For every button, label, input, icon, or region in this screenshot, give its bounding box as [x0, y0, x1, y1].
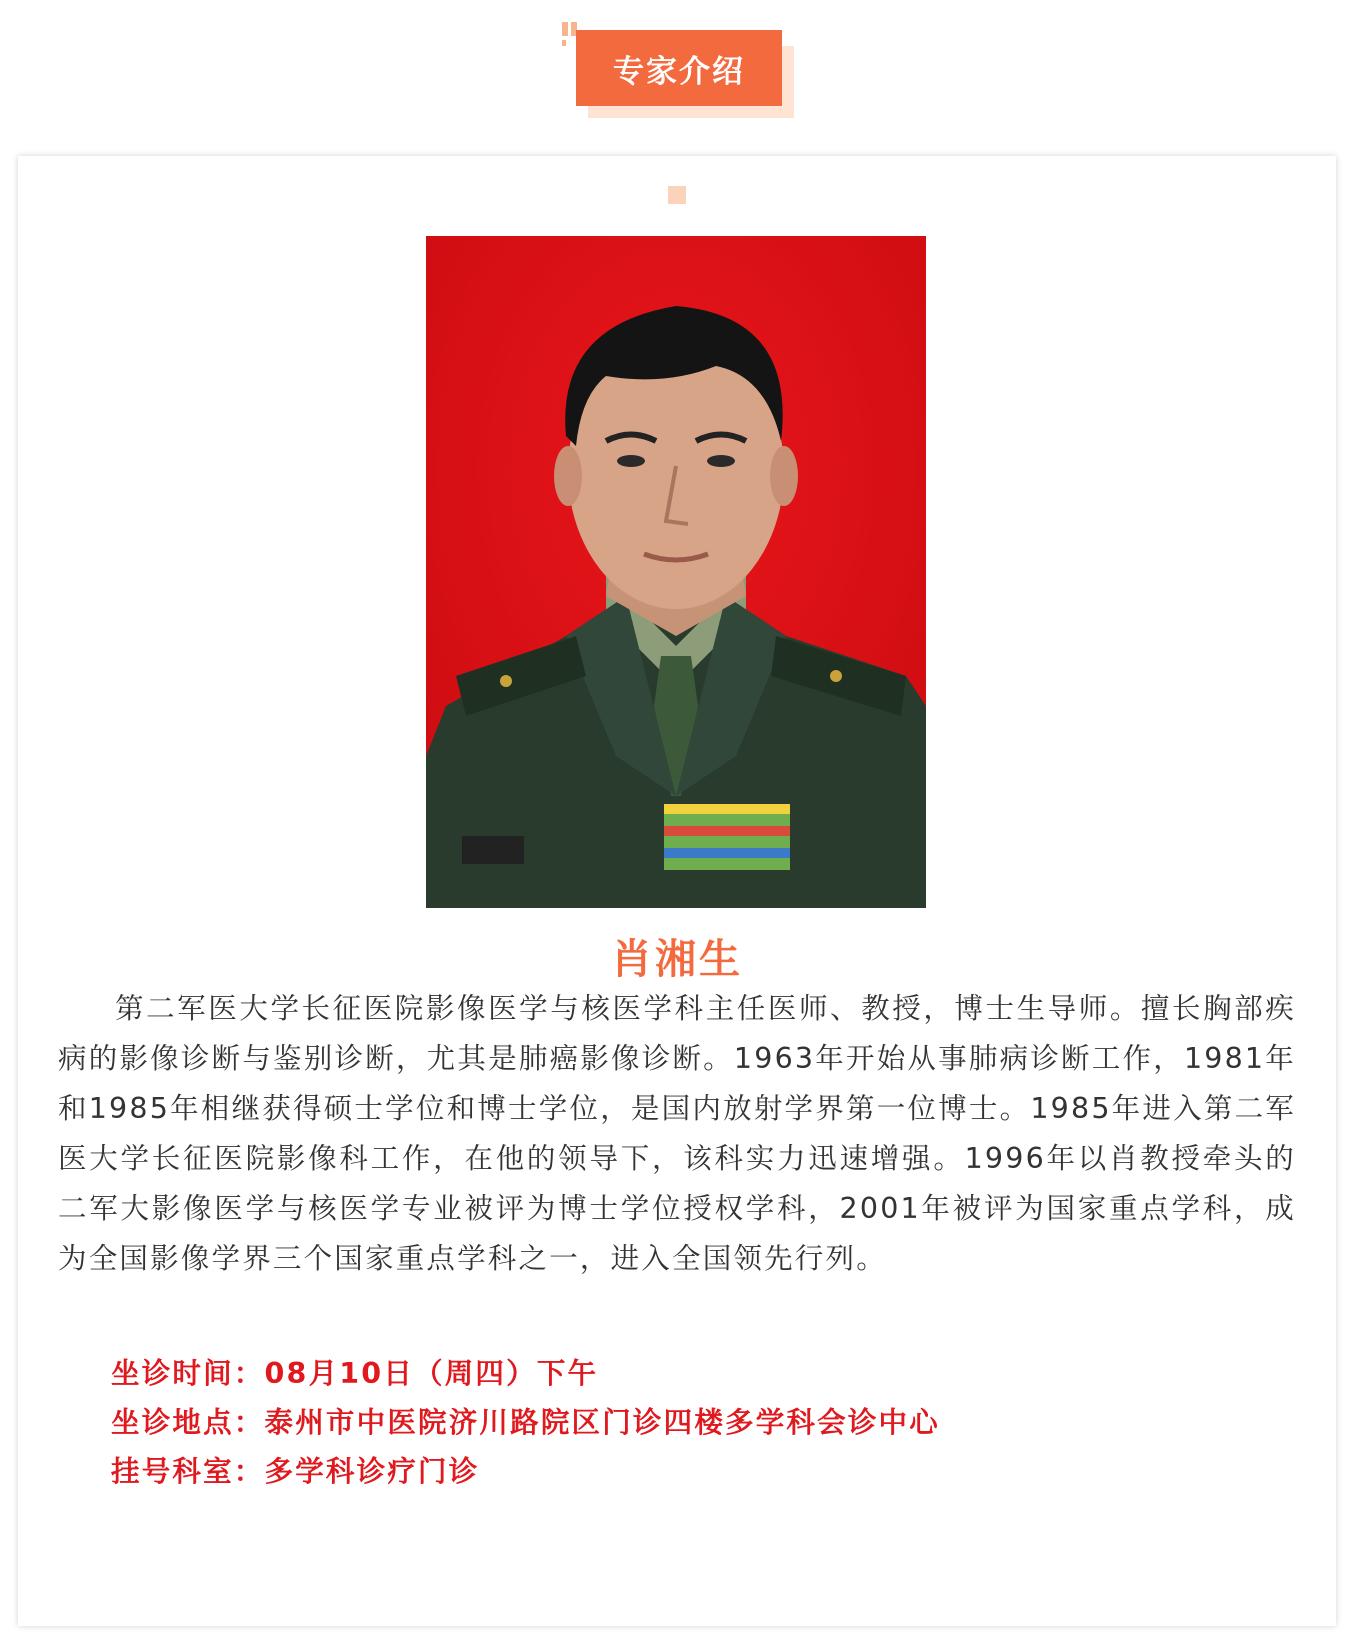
clinic-place-label: 坐诊地点：	[111, 1406, 265, 1439]
clinic-dept-label: 挂号科室：	[111, 1455, 265, 1488]
clinic-time-row	[111, 1351, 598, 1392]
clinic-dept-value: 多学科诊疗门诊	[264, 1455, 480, 1488]
clinic-time-value: 08月10日（周四）下午	[264, 1357, 599, 1390]
clinic-place-value: 泰州市中医院济川路院区门诊四楼多学科会诊中心	[264, 1406, 940, 1439]
expert-photo	[426, 236, 926, 908]
expert-name: 肖湘生	[611, 935, 743, 983]
clinic-place-row	[111, 1400, 940, 1441]
decorative-square	[668, 186, 686, 204]
clinic-dept-row	[111, 1449, 479, 1490]
section-title: 专家介绍	[576, 30, 782, 106]
expert-bio: 第二军医大学长征医院影像医学与核医学科主任医师、教授，博士生导师。擅长胸部疾病的影像诊断与鉴别诊断，尤其是肺癌影像诊断。1963年开始从事肺病诊断工作，1981年和1985年相继获得硕士学位和博士学位，是国内放射学界第一位博士。1985年进入第二军医大学长征医院影像科工作，在他的领导下，该科实力迅速增强。1996年以肖教授牵头的二军大影像医学与核医学专业被评为博士学位授权学科，2001年被评为国家重点学科，成为全国影像学界三个国家重点学科之一，进入全国领先行列。	[58, 992, 1296, 1275]
section-header	[562, 22, 794, 118]
clinic-time-label: 坐诊时间：	[111, 1357, 265, 1390]
expert-card	[18, 156, 1336, 1626]
